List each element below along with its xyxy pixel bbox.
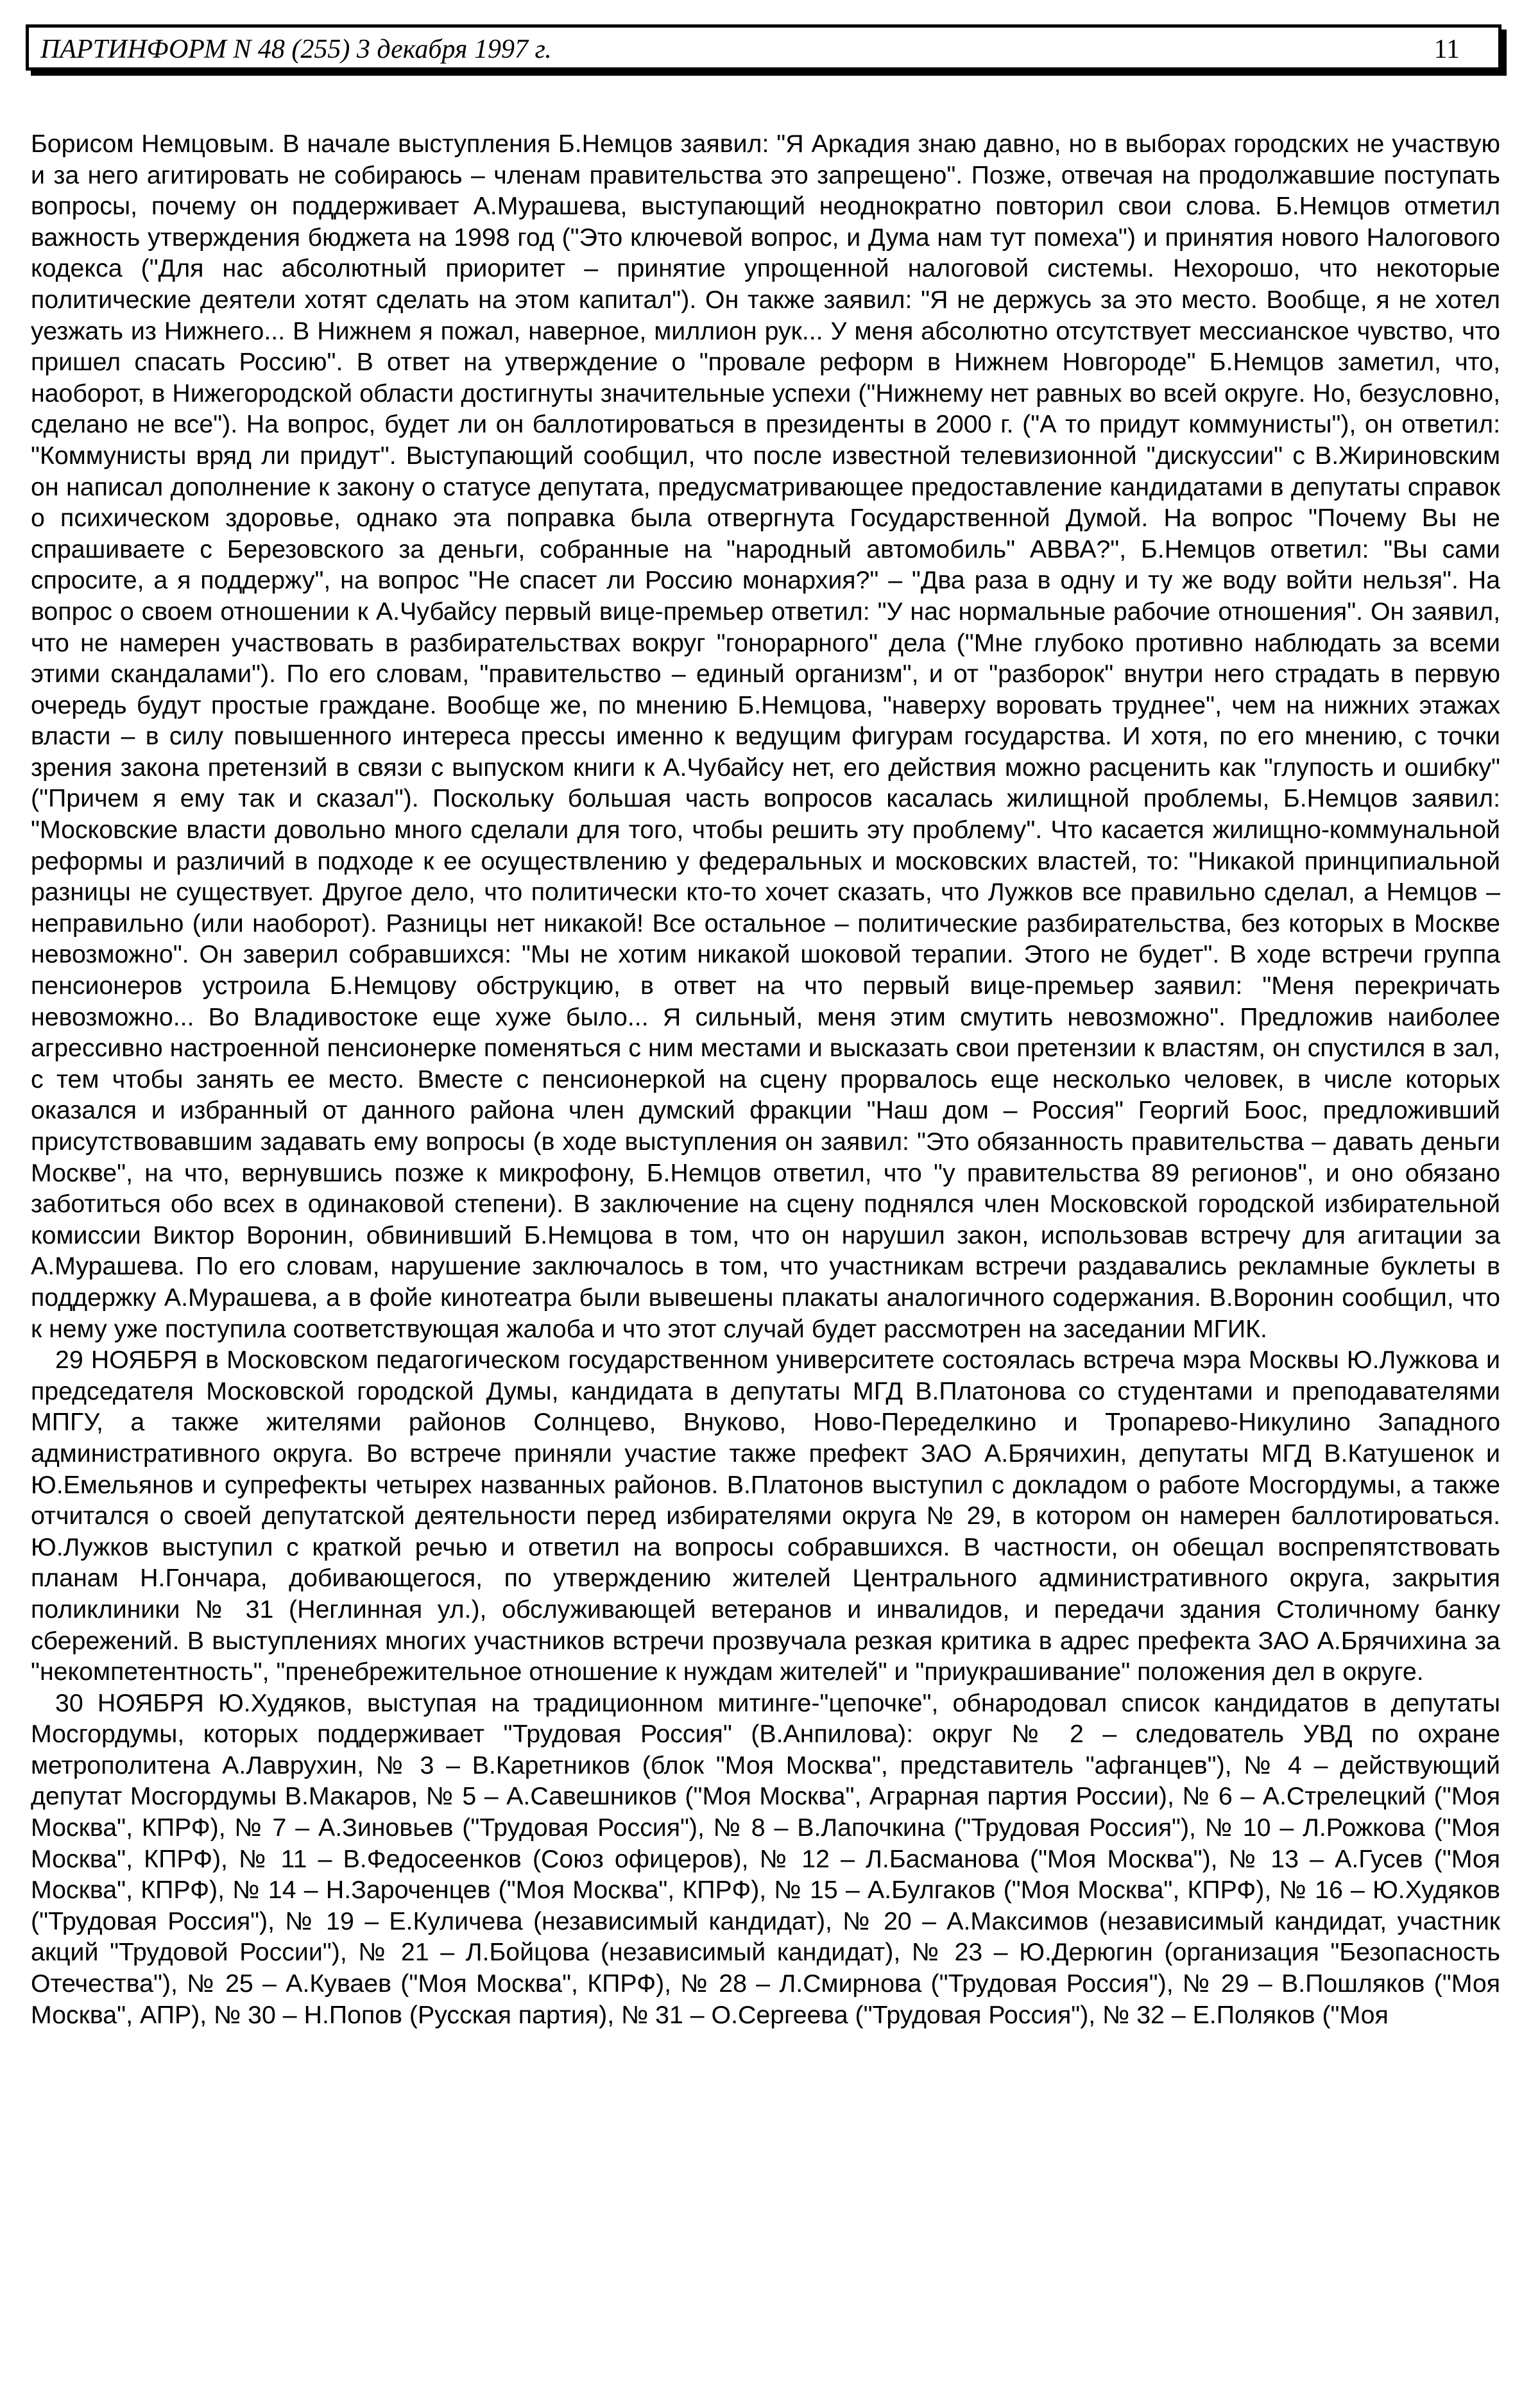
page-number: 11 bbox=[1433, 35, 1460, 64]
page-header bbox=[26, 24, 1502, 71]
article-body bbox=[31, 128, 1500, 2030]
header-title: ПАРТИНФОРМ N 48 (255) 3 декабря 1997 г. bbox=[40, 35, 552, 64]
paragraph-november-29: 29 НОЯБРЯ в Московском педагогическом государственном университете состоялась встреча мэра Москвы Ю.Лужкова и председателя Московской городской Думы, кандидата в депутаты МГД В.Платонова со студентами и преподавателями МПГУ, а также жителями районов Солнцево, Внуково, Ново-Переделкино и Тропарево-Никулино Западного административного округа. Во встрече приняли участие также префект ЗАО А.Брячихин, депутаты МГД В.Катушенок и Ю.Емельянов и супрефекты четырех названных районов. В.Платонов выступил с докладом о работе Мосгордумы, а также отчитался о своей депутатской деятельности перед избирателями округа № 29, в котором он намерен баллотироваться. Ю.Лужков выступил с краткой речью и ответил на вопросы собравшихся. В частности, он обещал воспрепятствовать планам Н.Гончара, добивающегося, по утверждению жителей Центрального административного округа, закрытия поликлиники № 31 (Неглинная ул.), обслуживающей ветеранов и инвалидов, и передачи здания Столичному банку сбережений. В выступлениях многих участников встречи прозвучала резкая критика в адрес префекта ЗАО А.Брячихина за "некомпетентность", "пренебрежительное отношение к нуждам жителей" и "приукрашивание" положения дел в округе. bbox=[31, 1346, 1500, 1686]
paragraph-nemtsov-meeting: Борисом Немцовым. В начале выступления Б.Немцов заявил: "Я Аркадия знаю давно, но в выборах городских не участвую и за него агитировать не собираюсь – членам правительства это запрещено". Позже, отвечая на продолжавшие поступать вопросы, почему он поддерживает А.Мурашева, выступающий неоднократно повторил свои слова. Б.Немцов отметил важность утверждения бюджета на 1998 год ("Это ключевой вопрос, и Дума нам тут помеха") и принятия нового Налогового кодекса ("Для нас абсолютный приоритет – принятие упрощенной налоговой системы. Нехорошо, что некоторые политические деятели хотят сделать на этом капитал"). Он также заявил: "Я не держусь за это место. Вообще, я не хотел уезжать из Нижнего... В Нижнем я пожал, наверное, миллион рук... У меня абсолютно отсутствует мессианское чувство, что пришел спасать Россию". В ответ на утверждение о "провале реформ в Нижнем Новгороде" Б.Немцов заметил, что, наоборот, в Нижегородской области достигнуты значительные успехи ("Нижнему нет равных во всей округе. Но, безусловно, сделано не все"). На вопрос, будет ли он баллотироваться в президенты в 2000 г. ("А то придут коммунисты"), он ответил: "Коммунисты вряд ли придут". Выступающий сообщил, что после известной телевизионной "дискуссии" с В.Жириновским он написал дополнение к закону о статусе депутата, предусматривающее предоставление кандидатами в депутаты справок о психическом здоровье, однако эта поправка была отвергнута Государственной Думой. На вопрос "Почему Вы не спрашиваете с Березовского за деньги, собранные на "народный автомобиль" АВВА?", Б.Немцов ответил: "Вы сами спросите, а я поддержу", на вопрос "Не спасет ли Россию монархия?" – "Два раза в одну и ту же воду войти нельзя". На вопрос о своем отношении к А.Чубайсу первый вице-премьер ответил: "У нас нормальные рабочие отношения". Он заявил, что не намерен участвовать в разбирательствах вокруг "гонорарного" дела ("Мне глубоко противно наблюдать за всеми этими скандалами"). По его словам, "правительство – единый организм", и от "разборок" внутри него страдать в первую очередь будут простые граждане. Вообще же, по мнению Б.Немцова, "наверху воровать труднее", чем на нижних этажах власти – в силу повышенного интереса прессы именно к ведущим фигурам государства. И хотя, по его мнению, с точки зрения закона претензий в связи с выпуском книги к А.Чубайсу нет, его действия можно расценить как "глупость и ошибку" ("Причем я ему так и сказал"). Поскольку большая часть вопросов касалась жилищной проблемы, Б.Немцов заявил: "Московские власти довольно много сделали для того, чтобы решить эту проблему". Что касается жилищно-коммунальной реформы и различий в подходе к ее осуществлению у федеральных и московских властей, то: "Никакой принципиальной разницы не существует. Другое дело, что политически кто-то хочет сказать, что Лужков все правильно сделал, а Немцов – неправильно (или наоборот). Разницы нет никакой! Все остальное – политические разбирательства, без которых в Москве невозможно". Он заверил собравшихся: "Мы не хотим никакой шоковой терапии. Этого не будет". В ходе встречи группа пенсионеров устроила Б.Немцову обструкцию, в ответ на что первый вице-премьер заявил: "Меня перекричать невозможно... Во Владивостоке еще хуже было... Я сильный, меня этим смутить невозможно". Предложив наиболее агрессивно настроенной пенсионерке поменяться с ним местами и высказать свои претензии к властям, он спустился в зал, с тем чтобы занять ее место. Вместе с пенсионеркой на сцену прорвалось еще несколько человек, в числе которых оказался и избранный от данного района член думский фракции "Наш дом – Россия" Георгий Боос, предложивший присутствовавшим задавать ему вопросы (в ходе выступления он заявил: "Это обязанность правительства – давать деньги Москве", на что, вернувшись позже к микрофону, Б.Немцов ответил, что "у правительства 89 регионов", и оно обязано заботиться обо всех в одинаковой степени). В заключение на сцену поднялся член Московской городской избирательной комиссии Виктор Воронин, обвинивший Б.Немцова в том, что он нарушил закон, использовав встречу для агитации за А.Мурашева. По его словам, нарушение заключалось в том, что участникам встречи раздавались рекламные буклеты в поддержку А.Мурашева, а в фойе кинотеатра были вывешены плакаты аналогичного содержания. В.Воронин сообщил, что к нему уже поступила соответствующая жалоба и что этот случай будет рассмотрен на заседании МГИК. bbox=[31, 130, 1500, 1343]
paragraph-november-30: 30 НОЯБРЯ Ю.Худяков, выступая на традиционном митинге-"цепочке", обнародовал список кандидатов в депутаты Мосгордумы, которых поддерживает "Трудовая Россия" (В.Анпилова): округ № 2 – следователь УВД по охране метрополитена А.Лаврухин, № 3 – В.Каретников (блок "Моя Москва", представитель "афганцев"), № 4 – действующий депутат Мосгордумы В.Макаров, № 5 – А.Савешников ("Моя Москва", Аграрная партия России), № 6 – А.Стрелецкий ("Моя Москва", КПРФ), № 7 – А.Зиновьев ("Трудовая Россия"), № 8 – В.Лапочкина ("Трудовая Россия"), № 10 – Л.Рожкова ("Моя Москва", КПРФ), № 11 – В.Федосеенков (Союз офицеров), № 12 – Л.Басманова ("Моя Москва"), № 13 – А.Гусев ("Моя Москва", КПРФ), № 14 – Н.Зароченцев ("Моя Москва", КПРФ), № 15 – А.Булгаков ("Моя Москва", КПРФ), № 16 – Ю.Худяков ("Трудовая Россия"), № 19 – Е.Куличева (независимый кандидат), № 20 – А.Максимов (независимый кандидат, участник акций "Трудовой России"), № 21 – Л.Бойцова (независимый кандидат), № 23 – Ю.Дерюгин (организация "Безопасность Отечества"), № 25 – А.Куваев ("Моя Москва", КПРФ), № 28 – Л.Смирнова ("Трудовая Россия"), № 29 – В.Пошляков ("Моя Москва", АПР), № 30 – Н.Попов (Русская партия), № 31 – О.Сергеева ("Трудовая Россия"), № 32 – Е.Поляков ("Моя bbox=[31, 1688, 1500, 2029]
